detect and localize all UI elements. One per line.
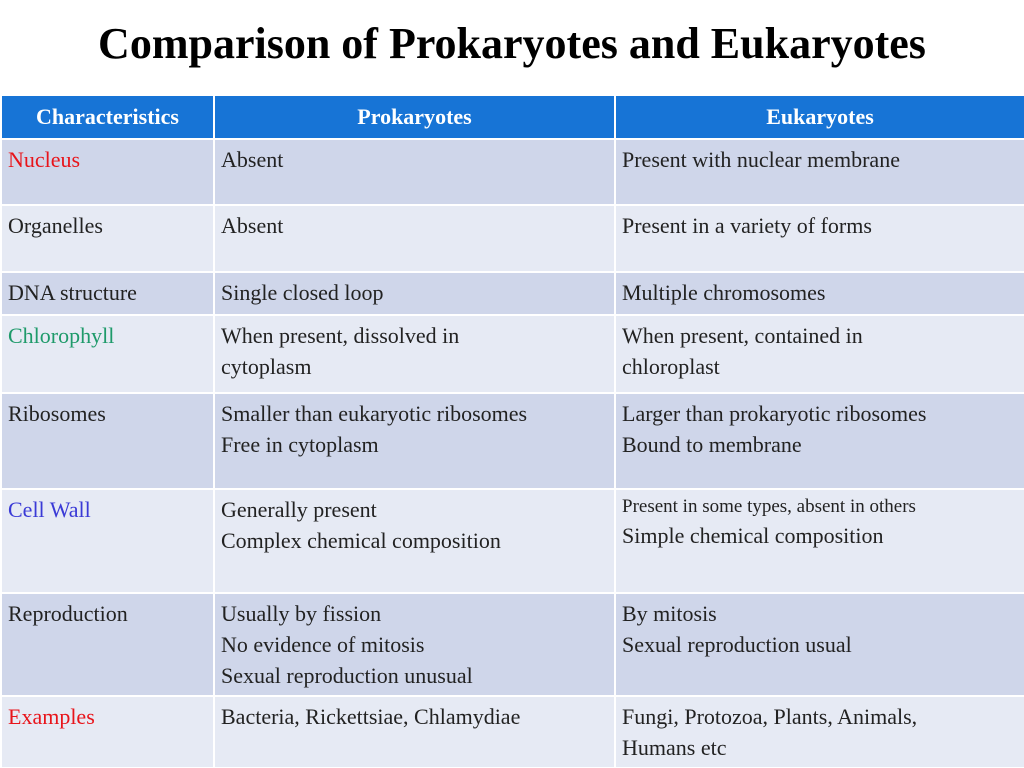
cell-line: Bound to membrane: [622, 432, 802, 457]
page-title: Comparison of Prokaryotes and Eukaryotes: [98, 19, 926, 68]
table-row: [1, 205, 1024, 272]
cell-line: Usually by fission: [221, 601, 382, 626]
eukaryotes-cell: [615, 139, 1024, 205]
prokaryotes-cell: [214, 489, 615, 593]
cell-line: When present, contained in: [622, 323, 863, 348]
cell-line: Free in cytoplasm: [221, 432, 379, 457]
eukaryotes-cell: [615, 696, 1024, 768]
eukaryotes-cell: [615, 315, 1024, 393]
prokaryotes-cell: [214, 593, 615, 696]
cell-line: Sexual reproduction usual: [622, 632, 852, 657]
table-row: [1, 393, 1024, 489]
cell-line: Fungi, Protozoa, Plants, Animals,: [622, 704, 918, 729]
cell-line: Simple chemical composition: [622, 523, 884, 548]
eukaryotes-cell: [615, 272, 1024, 315]
eukaryotes-cell: [615, 393, 1024, 489]
cell-line: Sexual reproduction unusual: [221, 663, 473, 688]
cell-line: Complex chemical composition: [221, 528, 501, 553]
cell-line: No evidence of mitosis: [221, 632, 425, 657]
header-prokaryotes: Prokaryotes: [214, 95, 615, 139]
table-row: [1, 315, 1024, 393]
eukaryotes-cell: [615, 205, 1024, 272]
cell-line: Absent: [221, 213, 284, 238]
cell-line: chloroplast: [622, 354, 720, 379]
characteristic-cell: DNA structure: [1, 272, 214, 315]
prokaryotes-cell: [214, 205, 615, 272]
header-characteristics: Characteristics: [1, 95, 214, 139]
cell-line: Larger than prokaryotic ribosomes: [622, 401, 927, 426]
prokaryotes-cell: [214, 315, 615, 393]
cell-line: Present with nuclear membrane: [622, 147, 900, 172]
header-eukaryotes: Eukaryotes: [615, 95, 1024, 139]
cell-line: Generally present: [221, 497, 377, 522]
comparison-table: [0, 94, 1024, 768]
prokaryotes-cell: [214, 272, 615, 315]
cell-line: Multiple chromosomes: [622, 280, 826, 305]
prokaryotes-cell: [214, 696, 615, 768]
characteristic-cell: Cell Wall: [1, 489, 214, 593]
characteristic-cell: Organelles: [1, 205, 214, 272]
cell-line: By mitosis: [622, 601, 717, 626]
table-row: [1, 593, 1024, 696]
cell-line: Smaller than eukaryotic ribosomes: [221, 401, 528, 426]
prokaryotes-cell: [214, 393, 615, 489]
table-header-row: [1, 95, 1024, 139]
cell-line: Bacteria, Rickettsiae, Chlamydiae: [221, 704, 521, 729]
table-row: [1, 272, 1024, 315]
characteristic-cell: Reproduction: [1, 593, 214, 696]
eukaryotes-cell: [615, 593, 1024, 696]
cell-line: cytoplasm: [221, 354, 312, 379]
eukaryotes-cell: [615, 489, 1024, 593]
characteristic-cell: Nucleus: [1, 139, 214, 205]
table-row: [1, 696, 1024, 768]
cell-line: Humans etc: [622, 735, 727, 760]
characteristic-cell: Examples: [1, 696, 214, 768]
cell-line: Present in a variety of forms: [622, 213, 872, 238]
cell-line: Absent: [221, 147, 284, 172]
cell-line: Present in some types, absent in others: [622, 496, 916, 517]
table-row: [1, 139, 1024, 205]
prokaryotes-cell: [214, 139, 615, 205]
table-row: [1, 489, 1024, 593]
cell-line: When present, dissolved in: [221, 323, 460, 348]
cell-line: Single closed loop: [221, 280, 384, 305]
characteristic-cell: Ribosomes: [1, 393, 214, 489]
characteristic-cell: Chlorophyll: [1, 315, 214, 393]
